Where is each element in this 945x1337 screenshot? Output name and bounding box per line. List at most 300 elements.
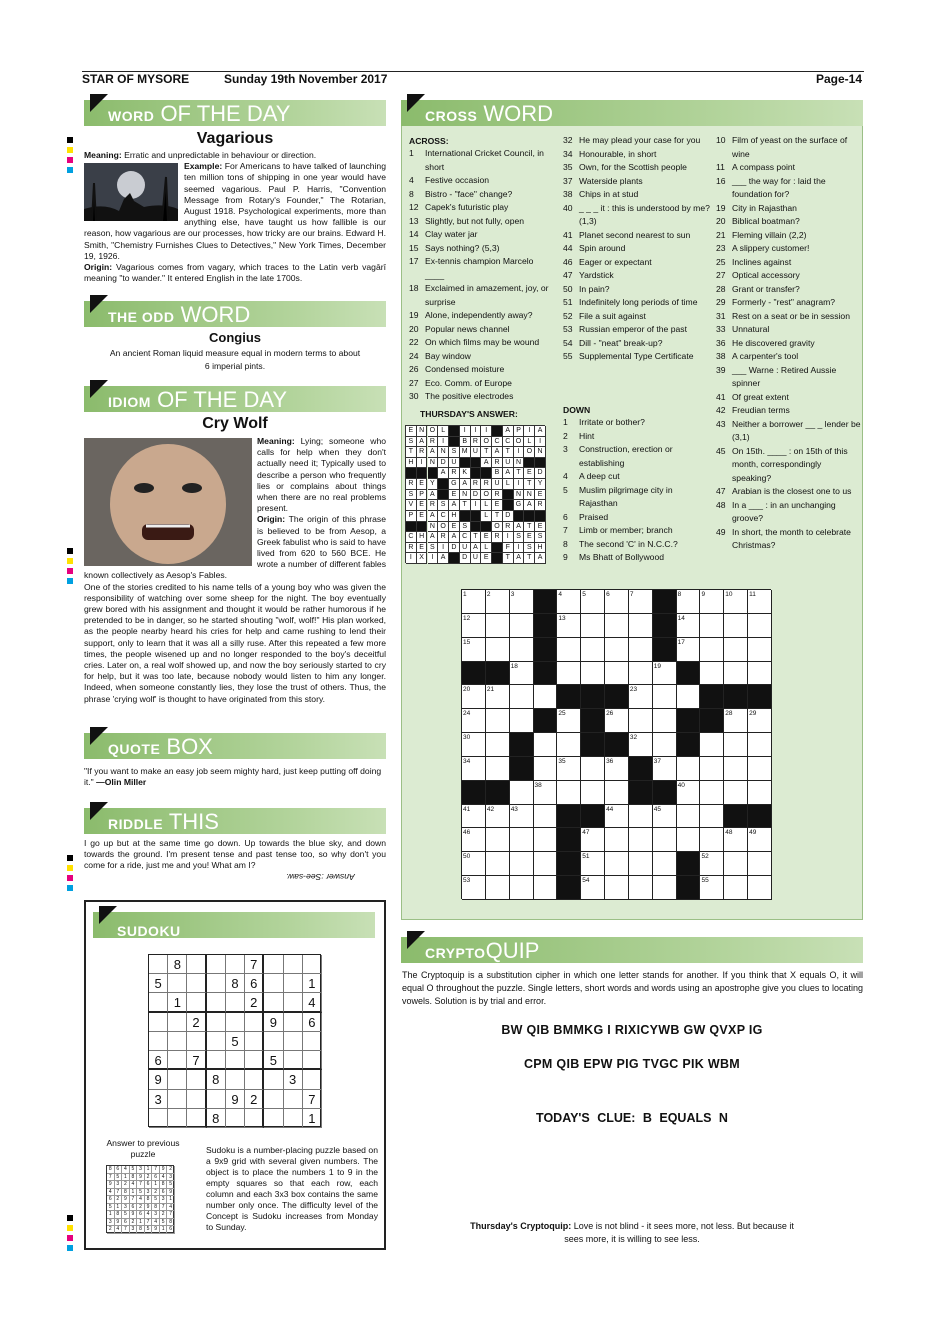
- sudoku-cell[interactable]: [168, 1070, 187, 1089]
- crossword-cell[interactable]: [486, 638, 510, 662]
- crossword-cell[interactable]: 10: [724, 590, 748, 614]
- sudoku-cell[interactable]: [207, 1051, 226, 1070]
- answer-cell: B: [460, 437, 471, 448]
- crossword-cell[interactable]: [486, 876, 510, 900]
- sudoku-cell[interactable]: [284, 1032, 303, 1051]
- clue-number: 27: [716, 270, 726, 280]
- sudoku-cell[interactable]: [303, 1070, 322, 1089]
- sudoku-cell[interactable]: [149, 1013, 168, 1032]
- crossword-cell[interactable]: [605, 852, 629, 876]
- clue-number: 45: [716, 445, 726, 456]
- crossword-cell[interactable]: [581, 781, 605, 805]
- sudoku-cell[interactable]: 6: [303, 1013, 322, 1032]
- sudoku-cell[interactable]: [303, 955, 322, 974]
- crossword-cell[interactable]: [629, 614, 653, 638]
- sudoku-prev-cell: 2: [152, 1189, 160, 1197]
- sudoku-cell[interactable]: 9: [149, 1070, 168, 1089]
- answer-cell: S: [406, 490, 417, 501]
- sudoku-cell[interactable]: [284, 955, 303, 974]
- crossword-cell[interactable]: [557, 638, 581, 662]
- sudoku-cell[interactable]: [207, 1090, 226, 1109]
- sudoku-grid[interactable]: [148, 954, 321, 1127]
- crossword-cell: [653, 614, 677, 638]
- clue-text: Spin around: [579, 243, 626, 253]
- crossword-cell[interactable]: 6: [605, 590, 629, 614]
- crossword-cell[interactable]: 4: [557, 590, 581, 614]
- sudoku-cell[interactable]: [245, 1070, 264, 1089]
- sudoku-cell[interactable]: [207, 974, 226, 993]
- sudoku-cell[interactable]: 5: [149, 974, 168, 993]
- sudoku-cell[interactable]: 3: [284, 1070, 303, 1089]
- sudoku-cell[interactable]: 1: [303, 1109, 322, 1128]
- sudoku-prev-cell: 2: [137, 1204, 145, 1212]
- crossword-cell[interactable]: [486, 828, 510, 852]
- sudoku-cell[interactable]: [245, 1032, 264, 1051]
- answer-cell: A: [535, 553, 546, 564]
- sudoku-cell[interactable]: [168, 1013, 187, 1032]
- sudoku-cell[interactable]: [187, 1032, 206, 1051]
- crossword-cell[interactable]: [486, 852, 510, 876]
- sudoku-cell[interactable]: 8: [168, 955, 187, 974]
- sudoku-cell[interactable]: 7: [303, 1090, 322, 1109]
- clue-item: [563, 524, 711, 538]
- crossword-cell[interactable]: [677, 805, 701, 829]
- sudoku-cell[interactable]: [284, 1109, 303, 1128]
- answer-cell: E: [417, 500, 428, 511]
- sudoku-cell[interactable]: [245, 1051, 264, 1070]
- answer-cell: T: [503, 447, 514, 458]
- crossword-cell[interactable]: [700, 614, 724, 638]
- clue-text: Rest on a seat or be in session: [732, 310, 850, 321]
- crossword-cell: [557, 828, 581, 852]
- crossword-cell[interactable]: [486, 709, 510, 733]
- sudoku-cell[interactable]: 5: [226, 1032, 245, 1051]
- clue-number: 24: [409, 350, 419, 361]
- answer-cell: A: [460, 479, 471, 490]
- sudoku-cell[interactable]: [149, 1032, 168, 1051]
- crossword-cell[interactable]: 26: [605, 709, 629, 733]
- crossword-cell[interactable]: [629, 662, 653, 686]
- clue-item: [563, 511, 711, 525]
- crossword-cell[interactable]: [510, 638, 534, 662]
- crossword-cell[interactable]: [557, 781, 581, 805]
- crossword-cell[interactable]: 47: [581, 828, 605, 852]
- crossword-cell[interactable]: [581, 757, 605, 781]
- sudoku-cell[interactable]: [264, 993, 283, 1012]
- crossword-cell[interactable]: [510, 876, 534, 900]
- cryptoquip-line-2: CPM QIB EPW PIG TVGC PIK WBM: [523, 1057, 741, 1071]
- sudoku-cell[interactable]: [284, 1090, 303, 1109]
- crossword-cell[interactable]: 55: [700, 876, 724, 900]
- crossword-cell[interactable]: 9: [700, 590, 724, 614]
- sudoku-cell[interactable]: [226, 1013, 245, 1032]
- sudoku-cell[interactable]: [187, 1090, 206, 1109]
- clue-text: Of great extent: [732, 391, 789, 402]
- sudoku-cell[interactable]: [168, 1051, 187, 1070]
- answer-cell: I: [514, 479, 525, 490]
- sudoku-cell[interactable]: 5: [264, 1051, 283, 1070]
- crossword-cell[interactable]: 1: [462, 590, 486, 614]
- crossword-cell[interactable]: 21: [486, 685, 510, 709]
- crossword-cell[interactable]: [653, 852, 677, 876]
- sudoku-cell[interactable]: [187, 955, 206, 974]
- crossword-cell[interactable]: 20: [462, 685, 486, 709]
- crossword-cell[interactable]: [605, 638, 629, 662]
- crossword-cell[interactable]: [724, 733, 748, 757]
- crossword-cell[interactable]: [510, 828, 534, 852]
- answer-cell: O: [481, 490, 492, 501]
- crossword-cell[interactable]: [700, 828, 724, 852]
- crossword-cell[interactable]: [534, 805, 558, 829]
- crossword-cell[interactable]: 14: [677, 614, 701, 638]
- sudoku-cell[interactable]: [168, 1032, 187, 1051]
- crossword-cell[interactable]: 41: [462, 805, 486, 829]
- crossword-cell[interactable]: [534, 828, 558, 852]
- sudoku-cell[interactable]: [264, 955, 283, 974]
- crossword-cell[interactable]: 32: [629, 733, 653, 757]
- crossword-cell[interactable]: 48: [724, 828, 748, 852]
- crossword-cell[interactable]: 34: [462, 757, 486, 781]
- crossword-cell[interactable]: [557, 733, 581, 757]
- clue-text: Honourable, in short: [579, 148, 657, 159]
- crossword-cell[interactable]: 2: [486, 590, 510, 614]
- crossword-cell[interactable]: [700, 733, 724, 757]
- crossword-cell[interactable]: 35: [557, 757, 581, 781]
- clue-number: 49: [716, 526, 726, 537]
- clue-number: 28: [716, 283, 726, 294]
- header-rule: [82, 71, 864, 72]
- clue-item: [716, 256, 862, 270]
- crossword-cell[interactable]: 44: [605, 805, 629, 829]
- sudoku-cell[interactable]: [149, 993, 168, 1012]
- clue-text: Limb or member; branch: [579, 525, 673, 535]
- sudoku-cell[interactable]: [264, 1109, 283, 1128]
- crossword-cell[interactable]: [629, 876, 653, 900]
- crossword-cell[interactable]: [510, 852, 534, 876]
- crossword-cell[interactable]: 19: [653, 662, 677, 686]
- crossword-cell[interactable]: [748, 638, 772, 662]
- sudoku-cell[interactable]: [187, 1109, 206, 1128]
- crossword-cell[interactable]: [605, 781, 629, 805]
- sudoku-prev-cell: 1: [107, 1211, 115, 1219]
- answer-cell: N: [428, 522, 439, 533]
- crossword-cell[interactable]: [605, 662, 629, 686]
- crossword-cell[interactable]: 36: [605, 757, 629, 781]
- crossword-cell: [748, 805, 772, 829]
- sudoku-cell[interactable]: 9: [226, 1090, 245, 1109]
- sudoku-prev-cell: 3: [137, 1166, 145, 1174]
- sudoku-cell[interactable]: 2: [245, 1090, 264, 1109]
- crossword-cell[interactable]: [534, 757, 558, 781]
- sudoku-cell[interactable]: [207, 955, 226, 974]
- crossword-cell[interactable]: [700, 805, 724, 829]
- sudoku-cell[interactable]: 7: [187, 1051, 206, 1070]
- crossword-cell[interactable]: [677, 828, 701, 852]
- crossword-cell[interactable]: 52: [700, 852, 724, 876]
- sudoku-cell[interactable]: [264, 1032, 283, 1051]
- sudoku-cell[interactable]: [284, 993, 303, 1012]
- crossword-cell[interactable]: [534, 733, 558, 757]
- sudoku-prev-cell: 5: [107, 1204, 115, 1212]
- sudoku-cell[interactable]: 1: [168, 993, 187, 1012]
- sudoku-cell[interactable]: 2: [245, 993, 264, 1012]
- answer-cell: H: [417, 532, 428, 543]
- crossword-cell[interactable]: [748, 614, 772, 638]
- crossword-cell[interactable]: [534, 685, 558, 709]
- crossword-cell[interactable]: [629, 828, 653, 852]
- crossword-cell[interactable]: [653, 685, 677, 709]
- crossword-cell[interactable]: [534, 852, 558, 876]
- sudoku-cell[interactable]: 8: [207, 1109, 226, 1128]
- sudoku-cell[interactable]: [303, 1032, 322, 1051]
- sudoku-cell[interactable]: [264, 1070, 283, 1089]
- crossword-cell[interactable]: [605, 614, 629, 638]
- answer-cell: N: [524, 490, 535, 501]
- answer-cell: R: [406, 543, 417, 554]
- clue-item: [409, 174, 553, 188]
- sudoku-cell[interactable]: 4: [303, 993, 322, 1012]
- sudoku-cell[interactable]: [264, 974, 283, 993]
- clue-text: Russian emperor of the past: [579, 324, 687, 334]
- crossword-cell[interactable]: [748, 662, 772, 686]
- crossword-cell[interactable]: [653, 709, 677, 733]
- crossword-cell[interactable]: [724, 638, 748, 662]
- crossword-cell[interactable]: [581, 638, 605, 662]
- clue-number: 22: [409, 337, 419, 347]
- sudoku-cell[interactable]: 7: [245, 955, 264, 974]
- sudoku-cell[interactable]: [187, 1070, 206, 1089]
- crossword-cell[interactable]: [700, 662, 724, 686]
- sudoku-cell[interactable]: [245, 1109, 264, 1128]
- thursday-answer-grid: [405, 425, 545, 563]
- crossword-cell[interactable]: 12: [462, 614, 486, 638]
- sudoku-cell[interactable]: 9: [264, 1013, 283, 1032]
- crossword-cell[interactable]: [581, 614, 605, 638]
- clue-item: [409, 201, 553, 215]
- sudoku-cell[interactable]: [226, 955, 245, 974]
- sudoku-cell[interactable]: [149, 955, 168, 974]
- answer-cell: T: [524, 522, 535, 533]
- sudoku-cell[interactable]: [264, 1090, 283, 1109]
- answer-cell: D: [449, 543, 460, 554]
- answer-cell: E: [535, 490, 546, 501]
- crossword-cell[interactable]: [486, 733, 510, 757]
- crossword-cell: [677, 733, 701, 757]
- crossword-cell[interactable]: 46: [462, 828, 486, 852]
- crossword-cell[interactable]: 29: [748, 709, 772, 733]
- clue-text: ___ Warne : Retired Aussie spinner: [732, 364, 837, 388]
- clue-item: [716, 323, 862, 337]
- clue-number: 14: [409, 229, 419, 239]
- crossword-cell[interactable]: 40: [677, 781, 701, 805]
- sudoku-prev-cell: 4: [152, 1219, 160, 1227]
- answer-cell: R: [492, 490, 503, 501]
- sudoku-prev-cell: 6: [145, 1181, 153, 1189]
- clue-number: 15: [409, 242, 419, 253]
- crossword-cell[interactable]: [605, 828, 629, 852]
- crossword-cell[interactable]: 53: [462, 876, 486, 900]
- sudoku-cell[interactable]: [168, 974, 187, 993]
- sudoku-cell[interactable]: [226, 993, 245, 1012]
- crossword-cell[interactable]: [510, 614, 534, 638]
- cryptoquip-clue: TODAY'S CLUE: B EQUALS N: [536, 1111, 728, 1125]
- crossword-cell[interactable]: 51: [581, 852, 605, 876]
- crossword-cell[interactable]: [748, 876, 772, 900]
- crossword-cell[interactable]: [724, 852, 748, 876]
- clue-item: [563, 202, 711, 229]
- crossword-cell[interactable]: 49: [748, 828, 772, 852]
- crossword-cell[interactable]: 30: [462, 733, 486, 757]
- crossword-cell[interactable]: [629, 709, 653, 733]
- crossword-cell[interactable]: [653, 733, 677, 757]
- crossword-cell[interactable]: [700, 757, 724, 781]
- clue-item: [716, 526, 862, 553]
- crossword-cell[interactable]: 42: [486, 805, 510, 829]
- crossword-cell[interactable]: 25: [557, 709, 581, 733]
- sudoku-cell[interactable]: 8: [207, 1070, 226, 1089]
- answer-cell: I: [514, 447, 525, 458]
- crossword-cell[interactable]: [486, 614, 510, 638]
- crossword-cell[interactable]: [677, 685, 701, 709]
- wolf-moon-image: [84, 163, 178, 221]
- crossword-cell[interactable]: [748, 852, 772, 876]
- clue-number: 1: [563, 417, 568, 427]
- crossword-cell[interactable]: 17: [677, 638, 701, 662]
- crossword-cell[interactable]: 7: [629, 590, 653, 614]
- sudoku-prev-cell: 4: [130, 1181, 138, 1189]
- clue-number: 32: [563, 135, 573, 145]
- crossword-cell[interactable]: [510, 781, 534, 805]
- crossword-cell[interactable]: [629, 805, 653, 829]
- crossword-cell[interactable]: [653, 876, 677, 900]
- answer-cell: A: [428, 532, 439, 543]
- crossword-cell[interactable]: 50: [462, 852, 486, 876]
- sudoku-cell[interactable]: [245, 1013, 264, 1032]
- sudoku-cell[interactable]: [284, 1013, 303, 1032]
- clue-item: [716, 229, 862, 243]
- sudoku-cell[interactable]: [284, 1051, 303, 1070]
- crossword-cell[interactable]: [724, 614, 748, 638]
- crossword-cell[interactable]: 43: [510, 805, 534, 829]
- sudoku-cell[interactable]: [303, 1051, 322, 1070]
- crossword-cell[interactable]: [677, 757, 701, 781]
- crossword-cell[interactable]: [581, 662, 605, 686]
- clue-text: Unnatural: [732, 324, 770, 334]
- crossword-cell[interactable]: 54: [581, 876, 605, 900]
- clue-number: 54: [563, 337, 573, 348]
- crossword-cell[interactable]: [653, 828, 677, 852]
- crossword-cell: [462, 662, 486, 686]
- crossword-cell[interactable]: [629, 852, 653, 876]
- sudoku-cell[interactable]: [207, 1032, 226, 1051]
- crossword-cell[interactable]: 23: [629, 685, 653, 709]
- sudoku-prev-cell: 4: [107, 1189, 115, 1197]
- crossword-cell[interactable]: 38: [534, 781, 558, 805]
- sudoku-cell[interactable]: [187, 974, 206, 993]
- crossword-cell[interactable]: 18: [510, 662, 534, 686]
- crossword-cell[interactable]: 24: [462, 709, 486, 733]
- sudoku-cell[interactable]: 6: [149, 1051, 168, 1070]
- crossword-cell[interactable]: [724, 781, 748, 805]
- sudoku-cell[interactable]: 3: [149, 1090, 168, 1109]
- crossword-cell[interactable]: [534, 876, 558, 900]
- sudoku-cell[interactable]: [168, 1109, 187, 1128]
- clue-item: [563, 242, 711, 256]
- crossword-cell[interactable]: [557, 662, 581, 686]
- sudoku-cell[interactable]: [187, 993, 206, 1012]
- sudoku-prev-cell: 7: [130, 1196, 138, 1204]
- clue-text: Clay water jar: [425, 229, 478, 239]
- answer-cell: [428, 468, 439, 479]
- sudoku-cell[interactable]: [226, 1109, 245, 1128]
- crossword-cell[interactable]: [748, 733, 772, 757]
- sudoku-cell[interactable]: 6: [245, 974, 264, 993]
- clue-number: 35: [563, 162, 573, 172]
- answer-cell: T: [524, 553, 535, 564]
- sudoku-cell[interactable]: [168, 1090, 187, 1109]
- answer-cell: [449, 426, 460, 437]
- crossword-cell[interactable]: [510, 685, 534, 709]
- crossword-cell[interactable]: [486, 757, 510, 781]
- crossword-cell[interactable]: 45: [653, 805, 677, 829]
- clue-item: [563, 538, 711, 552]
- crossword-cell[interactable]: [700, 781, 724, 805]
- crossword-cell[interactable]: 5: [581, 590, 605, 614]
- crossword-cell[interactable]: 28: [724, 709, 748, 733]
- sudoku-cell[interactable]: [207, 993, 226, 1012]
- sudoku-prev-cell: 2: [160, 1211, 168, 1219]
- clue-text: Says nothing? (5,3): [425, 242, 500, 253]
- quote-bar: QUOTE BOX: [84, 733, 386, 759]
- sudoku-prev-cell: 7: [122, 1226, 130, 1234]
- crossword-cell[interactable]: 13: [557, 614, 581, 638]
- crossword-cell[interactable]: [748, 757, 772, 781]
- thursday-answer-label: THURSDAY'S ANSWER:: [420, 409, 518, 419]
- sudoku-cell[interactable]: [149, 1109, 168, 1128]
- crossword-cell[interactable]: 15: [462, 638, 486, 662]
- crossword-cell: [700, 685, 724, 709]
- crossword-cell[interactable]: [700, 638, 724, 662]
- crossword-cell[interactable]: [748, 781, 772, 805]
- sudoku-cell[interactable]: [226, 1070, 245, 1089]
- crossword-cell[interactable]: [510, 709, 534, 733]
- sudoku-prev-cell: 3: [145, 1189, 153, 1197]
- sudoku-cell[interactable]: 8: [226, 974, 245, 993]
- crossword-cell[interactable]: 8: [677, 590, 701, 614]
- crossword-cell[interactable]: [629, 638, 653, 662]
- clue-text: He may plead your case for you: [579, 135, 701, 145]
- crossword-cell[interactable]: [724, 876, 748, 900]
- sudoku-prev-cell: 7: [167, 1211, 175, 1219]
- sudoku-cell[interactable]: [226, 1051, 245, 1070]
- crossword-cell[interactable]: [724, 662, 748, 686]
- crossword-cell[interactable]: [724, 757, 748, 781]
- sudoku-prev-cell: 8: [130, 1174, 138, 1182]
- crossword-cell[interactable]: 11: [748, 590, 772, 614]
- clue-text: Biblical boatman?: [732, 216, 800, 226]
- sudoku-cell[interactable]: 1: [303, 974, 322, 993]
- crossword-cell[interactable]: [605, 876, 629, 900]
- crossword-grid[interactable]: [461, 589, 771, 899]
- sudoku-cell[interactable]: [207, 1013, 226, 1032]
- sudoku-prev-cell: 7: [152, 1166, 160, 1174]
- sudoku-prev-cell: 9: [122, 1196, 130, 1204]
- crossword-cell[interactable]: 3: [510, 590, 534, 614]
- sudoku-cell[interactable]: [284, 974, 303, 993]
- crossword-cell[interactable]: 37: [653, 757, 677, 781]
- sudoku-cell[interactable]: 2: [187, 1013, 206, 1032]
- riddle-bar: RIDDLE THIS: [84, 808, 386, 834]
